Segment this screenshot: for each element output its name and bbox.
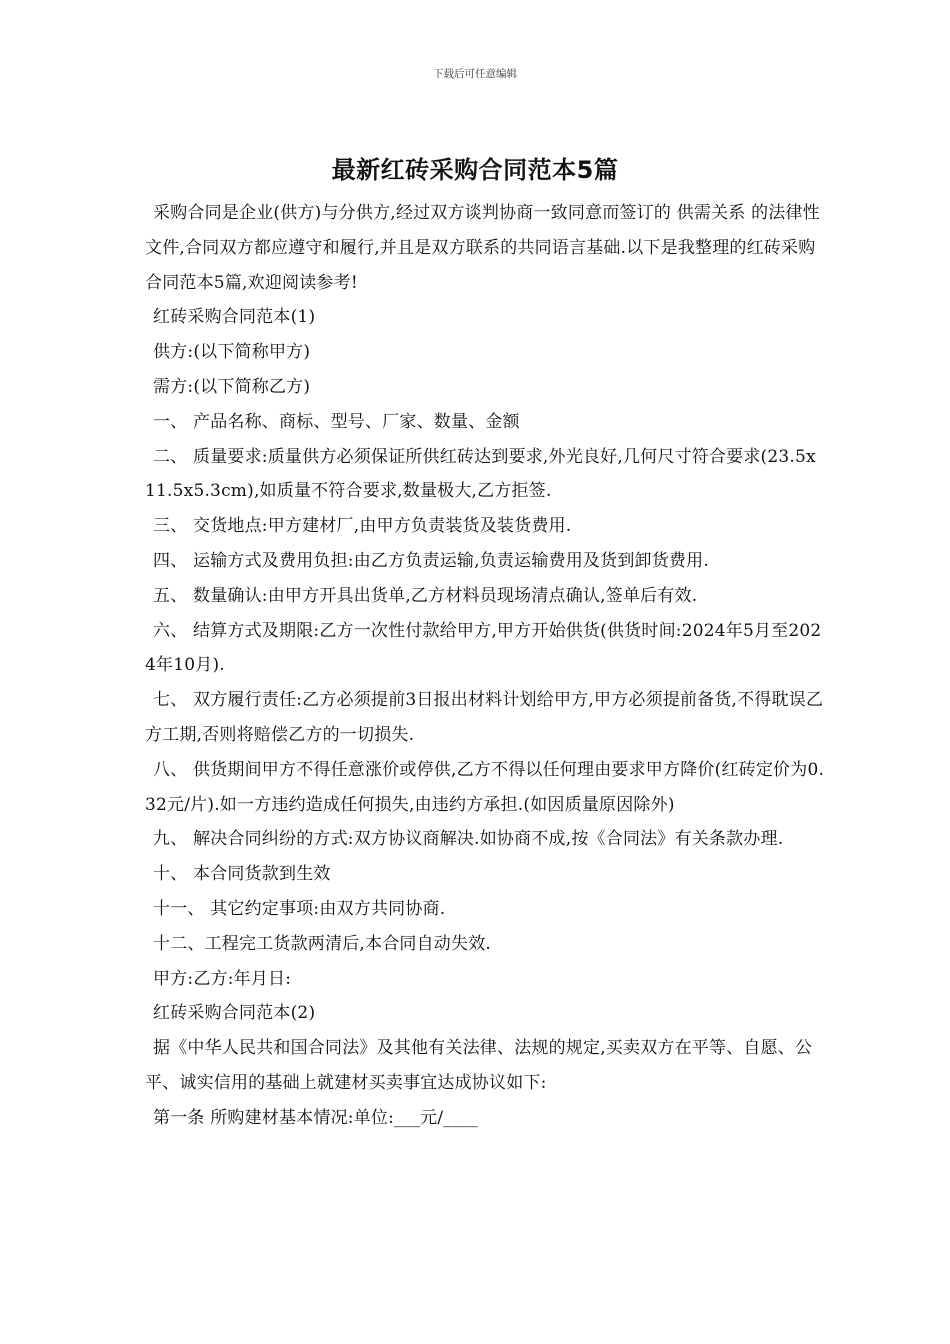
contract-2-article-1: 第一条 所购建材基本情况:单位:___元/____ <box>153 1107 479 1128</box>
document-title: 最新红砖采购合同范本5篇 <box>331 156 619 184</box>
clause-4: 四、 运输方式及费用负担:由乙方负责运输,负责运输费用及货到卸货费用. <box>153 550 709 571</box>
clause-8: 八、 供货期间甲方不得任意涨价或停供,乙方不得以任何理由要求甲方降价(红砖定价为0.32元/片).如一方违约造成任何损失,由违约方承担.(如因质量原因除外) <box>145 759 825 815</box>
clause-10: 十、 本合同货款到生效 <box>153 864 331 885</box>
buyer-line: 需方:(以下简称乙方) <box>153 376 311 397</box>
clause-3: 三、 交货地点:甲方建材厂,由甲方负责装货及装货费用. <box>153 516 572 537</box>
contract-heading-2: 红砖采购合同范本(2) <box>153 1003 316 1024</box>
supplier-line: 供方:(以下简称甲方) <box>153 342 311 363</box>
clause-12: 十二、工程完工货款两清后,本合同自动失效. <box>153 933 492 954</box>
clause-11: 十一、 其它约定事项:由双方共同协商. <box>153 898 446 919</box>
contract-2-intro: 据《中华人民共和国合同法》及其他有关法律、法规的规定,买卖双方在平等、自愿、公平、诚实信用的基础上就建材买卖事宜达成协议如下: <box>145 1038 813 1093</box>
clause-2: 二、 质量要求:质量供方必须保证所供红砖达到要求,外光良好,几何尺寸符合要求(23.5x11.5x5.3cm),如质量不符合要求,数量极大,乙方拒签. <box>145 446 816 502</box>
clause-1: 一、 产品名称、商标、型号、厂家、数量、金额 <box>153 411 520 432</box>
intro-paragraph: 采购合同是企业(供方)与分供方,经过双方谈判协商一致同意而签订的 供需关系 的法律性文件,合同双方都应遵守和履行,并且是双方联系的共同语言基础.以下是我整理的红砖采购合同范本5篇,欢迎阅读参考! <box>145 203 820 293</box>
contract-heading-1: 红砖采购合同范本(1) <box>153 307 316 328</box>
clause-5: 五、 数量确认:由甲方开具出货单,乙方材料员现场清点确认,签单后有效. <box>153 585 698 606</box>
clause-6: 六、 结算方式及期限:乙方一次性付款给甲方,甲方开始供货(供货时间:2024年5月至2024年10月). <box>145 620 822 676</box>
signature-line: 甲方:乙方:年月日: <box>153 968 292 989</box>
document-body <box>145 196 825 1136</box>
clause-9: 九、 解决合同纠纷的方式:双方协议商解决.如协商不成,按《合同法》有关条款办理. <box>153 829 784 850</box>
clause-7: 七、 双方履行责任:乙方必须提前3日报出材料计划给甲方,甲方必须提前备货,不得耽误乙方工期,否则将赔偿乙方的一切损失. <box>145 690 824 745</box>
header-note: 下载后可任意编辑 <box>433 68 517 80</box>
